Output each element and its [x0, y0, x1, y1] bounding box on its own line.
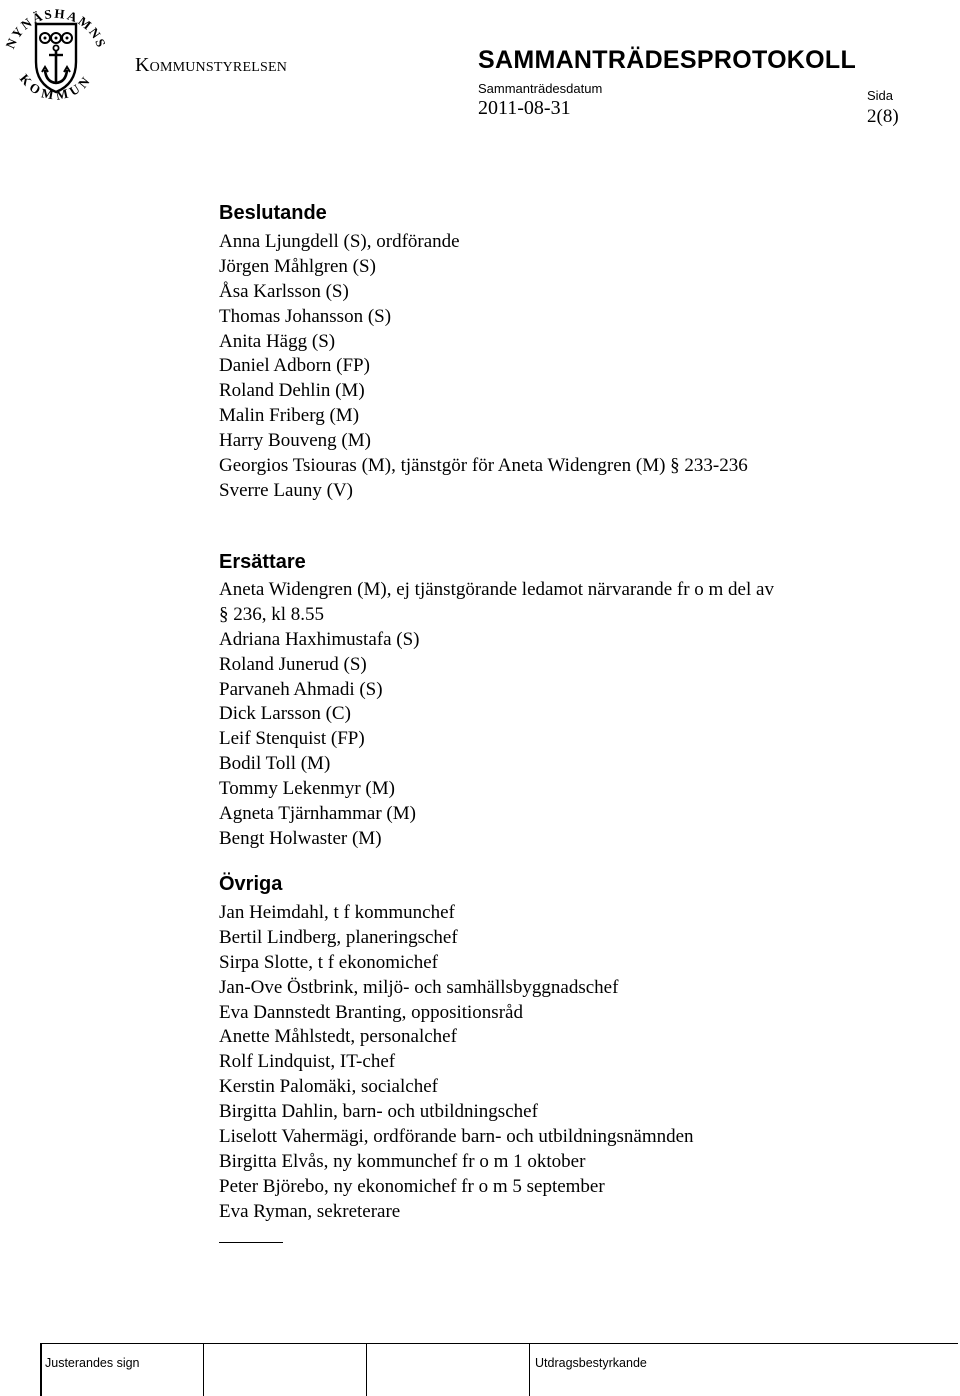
list-item: Peter Björebo, ny ekonomichef fr o m 5 september — [219, 1175, 605, 1197]
beslutande-list — [219, 230, 748, 504]
ovriga-heading: Övriga — [219, 873, 283, 895]
list-item: Anette Måhlstedt, personalchef — [219, 1026, 457, 1048]
meeting-date-value: 2011-08-31 — [478, 97, 571, 119]
list-item: Eva Dannstedt Branting, oppositionsråd — [219, 1001, 523, 1023]
list-item: Georgios Tsiouras (M), tjänstgör för Aneta Widengren (M) § 233-236 — [219, 455, 748, 477]
list-item: Åsa Karlsson (S) — [219, 280, 349, 302]
list-item: Daniel Adborn (FP) — [219, 355, 370, 377]
page-label: Sida — [867, 88, 894, 103]
list-item: Bertil Lindberg, planeringschef — [219, 926, 458, 948]
list-item: Liselott Vahermägi, ordförande barn- och utbildningsnämnden — [219, 1126, 694, 1148]
ersattare-list — [219, 578, 774, 852]
list-item: Parvaneh Ahmadi (S) — [219, 678, 383, 700]
list-item: Anita Hägg (S) — [219, 330, 336, 352]
list-item: Thomas Johansson (S) — [219, 305, 392, 327]
justerandes-sign-cell — [40, 1344, 204, 1396]
list-item: Kerstin Palomäki, socialchef — [219, 1076, 438, 1098]
page-number: 2(8) — [867, 106, 899, 127]
ersattare-heading: Ersättare — [219, 551, 306, 573]
signature-cell — [366, 1344, 530, 1396]
list-item: Tommy Lekenmyr (M) — [219, 778, 395, 800]
list-item: Anna Ljungdell (S), ordförande — [219, 231, 460, 252]
signature-cell — [203, 1344, 367, 1396]
ovriga-list — [219, 901, 694, 1225]
list-item: Bodil Toll (M) — [219, 753, 331, 775]
list-item: § 236, kl 8.55 — [219, 603, 325, 625]
meeting-date-label: Sammanträdesdatum — [478, 81, 603, 96]
list-item: Harry Bouveng (M) — [219, 430, 371, 452]
signature-table — [40, 1343, 958, 1396]
list-item: Sverre Launy (V) — [219, 479, 354, 501]
list-item: Jörgen Måhlgren (S) — [219, 255, 376, 277]
list-item: Leif Stenquist (FP) — [219, 728, 365, 750]
list-item: Adriana Haxhimustafa (S) — [219, 628, 420, 650]
svg-text:KOMMUN: KOMMUN — [16, 70, 96, 103]
list-item: Sirpa Slotte, t f ekonomichef — [219, 951, 438, 973]
utdragsbestyrkande-label: Utdragsbestyrkande — [535, 1356, 647, 1370]
municipality-logo — [0, 0, 112, 112]
list-item: Dick Larsson (C) — [219, 703, 351, 725]
organization-name: Kommunstyrelsen — [135, 54, 288, 76]
list-item: Jan-Ove Östbrink, miljö- och samhällsbyggnadschef — [219, 976, 619, 998]
list-item: Roland Dehlin (M) — [219, 380, 365, 402]
list-item: Jan Heimdahl, t f kommunchef — [219, 902, 455, 923]
list-item: Agneta Tjärnhammar (M) — [219, 803, 416, 825]
justerandes-sign-label: Justerandes sign — [45, 1356, 140, 1370]
list-item: Birgitta Elvås, ny kommunchef fr o m 1 oktober — [219, 1150, 586, 1172]
list-item: Eva Ryman, sekreterare — [219, 1200, 401, 1222]
list-item: Malin Friberg (M) — [219, 405, 360, 427]
section-end-rule — [219, 1242, 283, 1243]
list-item: Birgitta Dahlin, barn- och utbildningschef — [219, 1101, 538, 1123]
list-item: Aneta Widengren (M), ej tjänstgörande ledamot närvarande fr o m del av — [219, 579, 774, 600]
svg-text:NYNÄSHAMNS: NYNÄSHAMNS — [2, 5, 110, 51]
list-item: Bengt Holwaster (M) — [219, 827, 382, 849]
beslutande-heading: Beslutande — [219, 202, 327, 224]
document-type-title: SAMMANTRÄDESPROTOKOLL — [478, 46, 857, 74]
list-item: Roland Junerud (S) — [219, 653, 367, 675]
list-item: Rolf Lindquist, IT-chef — [219, 1051, 396, 1073]
